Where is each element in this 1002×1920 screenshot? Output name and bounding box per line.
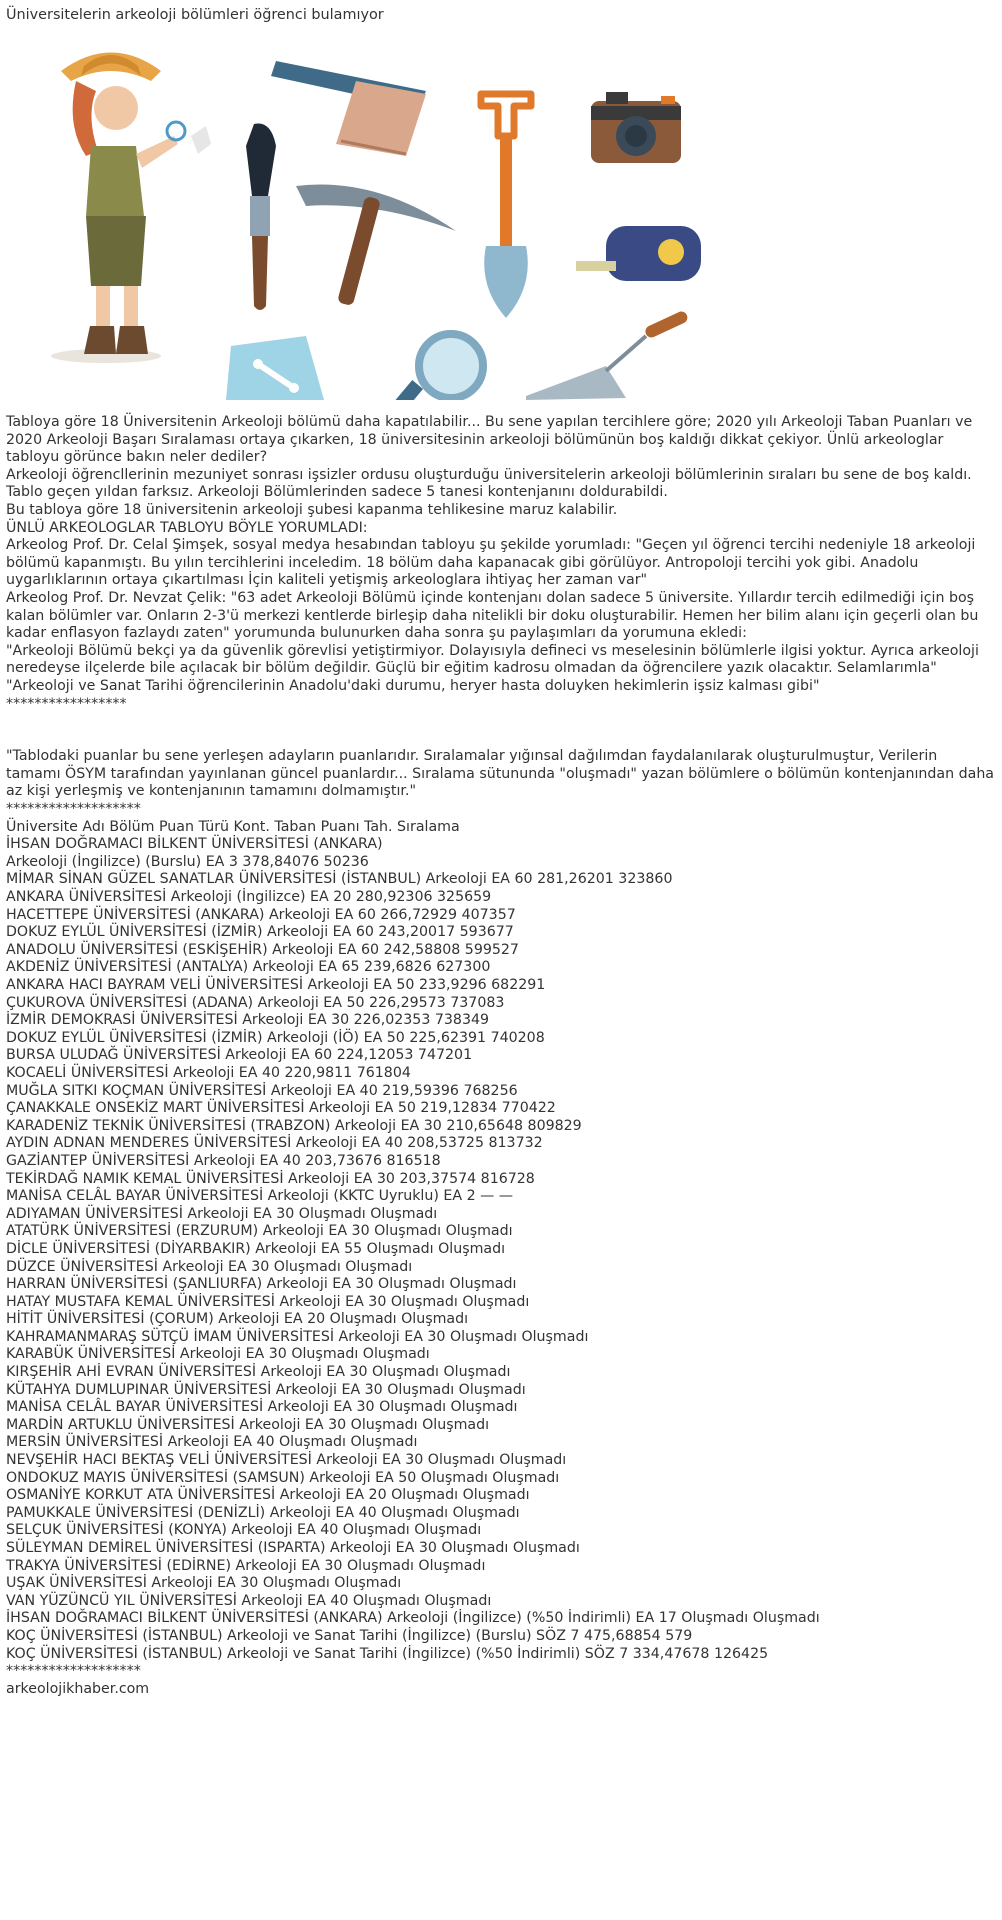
table-row: İHSAN DOĞRAMACI BİLKENT ÜNİVERSİTESİ (ANKARA) (6, 836, 383, 853)
article-title: Üniversitelerin arkeoloji bölümleri öğrenci bulamıyor (6, 7, 384, 23)
table-row: ANADOLU ÜNİVERSİTESİ (ESKİŞEHİR) Arkeoloji EA 60 242,58808 599527 (6, 941, 519, 958)
quote-paragraph: Arkeolog Prof. Dr. Celal Şimşek, sosyal medya hesabından tabloyu şu şekilde yorumladı: "Geçen yıl öğrenci tercihi nedeniyle 18 arkeoloji bölümü kapanmıştı. Bu yılın tercihlerini inceledim. 18 bölüm daha kapanacak gibi görülüyor. Antropoloji tercihi yok gibi. Anadolu uygarlıklarının ortaya çıkartılması İçin kaliteli yetişmiş arkeologlara ihtiyaç her zaman var" (6, 537, 976, 589)
pickaxe-icon (296, 184, 456, 306)
table-row: TEKİRDAĞ NAMIK KEMAL ÜNİVERSİTESİ Arkeoloji EA 30 203,37574 816728 (6, 1170, 535, 1187)
table-row: HACETTEPE ÜNİVERSİTESİ (ANKARA) Arkeoloji EA 60 266,72929 407357 (6, 906, 516, 923)
table-row: GAZİANTEP ÜNİVERSİTESİ Arkeoloji EA 40 203,73676 816518 (6, 1152, 441, 1169)
table-row: KIRŞEHİR AHİ EVRAN ÜNİVERSİTESİ Arkeoloji EA 30 Oluşmadı Oluşmadı (6, 1364, 511, 1381)
table-row: MUĞLA SITKI KOÇMAN ÜNİVERSİTESİ Arkeoloji EA 40 219,59396 768256 (6, 1082, 518, 1099)
quote-paragraph: Arkeolog Prof. Dr. Nevzat Çelik: "63 adet Arkeoloji Bölümü içinde kontenjanı dolan sadece 5 üniversite. Yıllardır tercih edilmediği için boş kalan bölümler var. Onların 2-3'ü merkezi kentlerde birleşip daha nitelikli bir doku oluşturabilir. Hemen her bilim alanı için geçerli olan bu kadar enflasyon fazlaydı zaten" yorumunda bulunurken daha sonra şu paylaşımları da yorumuna ekledi: (6, 589, 979, 642)
section-heading: ÜNLÜ ARKEOLOGLAR TABLOYU BÖYLE YORUMLADI: (6, 519, 368, 536)
table-row: KAHRAMANMARAŞ SÜTÇÜ İMAM ÜNİVERSİTESİ Arkeoloji EA 30 Oluşmadı Oluşmadı (6, 1328, 589, 1345)
table-row: ÇANAKKALE ONSEKİZ MART ÜNİVERSİTESİ Arkeoloji EA 50 219,12834 770422 (6, 1100, 556, 1117)
table-row: AYDIN ADNAN MENDERES ÜNİVERSİTESİ Arkeoloji EA 40 208,53725 813732 (6, 1135, 543, 1152)
table-row: KÜTAHYA DUMLUPINAR ÜNİVERSİTESİ Arkeoloji EA 30 Oluşmadı Oluşmadı (6, 1381, 526, 1398)
table-row: İHSAN DOĞRAMACI BİLKENT ÜNİVERSİTESİ (ANKARA) Arkeoloji (İngilizce) (%50 İndirimli) EA 17 Oluşmadı Oluşmadı (6, 1610, 820, 1627)
table-row: UŞAK ÜNİVERSİTESİ Arkeoloji EA 30 Oluşmadı Oluşmadı (6, 1575, 402, 1592)
quote-paragraph: "Arkeoloji Bölümü bekçi ya da güvenlik görevlisi yetiştirmiyor. Dolayısıyla defineci vs meselesinin bölümlerle ilgisi yoktur. Ayrıca arkeoloji neredeyse ilçelerde bile açılacak bir bölüm değildir. Güçlü bir eğitim kadrosu olmadan da öğrencilere yazık olacaktır. Selamlarımla" (6, 642, 979, 677)
evidence-bag-bone-icon (226, 336, 324, 400)
table-row: AKDENİZ ÜNİVERSİTESİ (ANTALYA) Arkeoloji EA 65 239,6826 627300 (6, 959, 491, 976)
table-row: KARADENİZ TEKNİK ÜNİVERSİTESİ (TRABZON) Arkeoloji EA 30 210,65648 809829 (6, 1117, 582, 1134)
intro-paragraph: Tablo geçen yıldan farksız. Arkeoloji Bölümlerinden sadece 5 tanesi kontenjanını doldurabildi. (6, 484, 668, 501)
table-row: HATAY MUSTAFA KEMAL ÜNİVERSİTESİ Arkeoloji EA 30 Oluşmadı Oluşmadı (6, 1293, 530, 1310)
table-row: DÜZCE ÜNİVERSİTESİ Arkeoloji EA 30 Oluşmadı Oluşmadı (6, 1258, 413, 1275)
table-row: SÜLEYMAN DEMİREL ÜNİVERSİTESİ (ISPARTA) Arkeoloji EA 30 Oluşmadı Oluşmadı (6, 1540, 580, 1556)
table-row: NEVŞEHİR HACI BEKTAŞ VELİ ÜNİVERSİTESİ Arkeoloji EA 30 Oluşmadı Oluşmadı (6, 1452, 567, 1469)
magnifier-icon (393, 334, 483, 400)
table-row: KOCAELİ ÜNİVERSİTESİ Arkeoloji EA 40 220,9811 761804 (6, 1064, 411, 1081)
camera-icon (591, 92, 681, 163)
table-row: BURSA ULUDAĞ ÜNİVERSİTESİ Arkeoloji EA 60 224,12053 747201 (6, 1047, 473, 1064)
intro-paragraph: Arkeoloji öğrencllerinin mezuniyet sonrası işsizler ordusu oluşturduğu üniversitelerin arkeoloji bölümlerinin sıraları bu sene de boş kaldı. (6, 466, 972, 483)
table-row: ÇUKUROVA ÜNİVERSİTESİ (ADANA) Arkeoloji EA 50 226,29573 737083 (6, 994, 505, 1011)
note-paragraph: "Tablodaki puanlar bu sene yerleşen adayların puanlarıdır. Sıralamalar yığınsal dağılımdan faydalanılarak oluşturulmuştur, Verilerin tamamı ÖSYM tarafından yayınlanan güncel puanlardır... Sıralama sütununda "oluşmadı" yazan bölümlere o bölümün kontenjanından daha az kişi yerleşmiş ve kontenjanının tamamını dolmamıştır." (6, 748, 995, 800)
table-row: HİTİT ÜNİVERSİTESİ (ÇORUM) Arkeoloji EA 20 Oluşmadı Oluşmadı (6, 1311, 469, 1328)
table-row: TRAKYA ÜNİVERSİTESİ (EDİRNE) Arkeoloji EA 30 Oluşmadı Oluşmadı (6, 1557, 486, 1574)
article (6, 0, 996, 1698)
table-row: DİCLE ÜNİVERSİTESİ (DİYARBAKIR) Arkeoloji EA 55 Oluşmadı Oluşmadı (6, 1240, 506, 1257)
source-credit: arkeolojikhaber.com (6, 1680, 150, 1697)
table-row: ANKARA ÜNİVERSİTESİ Arkeoloji (İngilizce) EA 20 280,92306 325659 (6, 889, 492, 906)
table-row: MİMAR SİNAN GÜZEL SANATLAR ÜNİVERSİTESİ (İSTANBUL) Arkeoloji EA 60 281,26201 323860 (6, 871, 673, 888)
quote-paragraph: "Arkeoloji ve Sanat Tarihi öğrencilerinin Anadolu'daki durumu, heryer hasta doluyken hekimlerin işsiz kalması gibi" (6, 677, 820, 694)
shovel-icon (481, 94, 531, 318)
paintbrush-icon (246, 123, 276, 310)
table-row: OSMANİYE KORKUT ATA ÜNİVERSİTESİ Arkeoloji EA 20 Oluşmadı Oluşmadı (6, 1487, 530, 1504)
table-row: ADIYAMAN ÜNİVERSİTESİ Arkeoloji EA 30 Oluşmadı Oluşmadı (6, 1205, 438, 1222)
brush-icon (271, 61, 426, 156)
table-row: KOÇ ÜNİVERSİTESİ (İSTANBUL) Arkeoloji ve Sanat Tarihi (İngilizce) (%50 İndirimli) SÖZ 7 334,47678 126425 (6, 1645, 769, 1662)
table-row: KARABÜK ÜNİVERSİTESİ Arkeoloji EA 30 Oluşmadı Oluşmadı (6, 1346, 430, 1363)
blank-line (6, 713, 996, 731)
article-body (6, 414, 996, 1698)
table-header: Üniversite Adı Bölüm Puan Türü Kont. Taban Puanı Tah. Sıralama (6, 818, 460, 835)
table-row: DOKUZ EYLÜL ÜNİVERSİTESİ (İZMİR) Arkeoloji EA 60 243,20017 593677 (6, 924, 514, 941)
table-row: MANİSA CELÂL BAYAR ÜNİVERSİTESİ Arkeoloji (KKTC Uyruklu) EA 2 — — (6, 1188, 514, 1205)
table-row: ATATÜRK ÜNİVERSİTESİ (ERZURUM) Arkeoloji EA 30 Oluşmadı Oluşmadı (6, 1223, 513, 1240)
separator-stars: ******************* (6, 1663, 141, 1680)
table-row: MANİSA CELÂL BAYAR ÜNİVERSİTESİ Arkeoloji EA 30 Oluşmadı Oluşmadı (6, 1399, 518, 1416)
intro-paragraph: Bu tabloya göre 18 üniversitenin arkeoloji şubesi kapanma tehlikesine maruz kalabilir. (6, 501, 618, 518)
table-row: MERSİN ÜNİVERSİTESİ Arkeoloji EA 40 Oluşmadı Oluşmadı (6, 1434, 418, 1451)
table-row: KOÇ ÜNİVERSİTESİ (İSTANBUL) Arkeoloji ve Sanat Tarihi (İngilizce) (Burslu) SÖZ 7 475,68854 579 (6, 1627, 693, 1644)
score-table (6, 836, 996, 1663)
archaeologist-figure-icon (51, 53, 211, 364)
separator-stars: ***************** (6, 695, 127, 712)
trowel-icon (526, 310, 689, 400)
table-row: ANKARA HACI BAYRAM VELİ ÜNİVERSİTESİ Arkeoloji EA 50 233,9296 682291 (6, 977, 546, 993)
table-row: ONDOKUZ MAYIS ÜNİVERSİTESİ (SAMSUN) Arkeoloji EA 50 Oluşmadı Oluşmadı (6, 1469, 560, 1486)
hero-illustration (6, 36, 772, 400)
table-row: VAN YÜZÜNCÜ YIL ÜNİVERSİTESİ Arkeoloji EA 40 Oluşmadı Oluşmadı (6, 1592, 492, 1609)
table-row: Arkeoloji (İngilizce) (Burslu) EA 3 378,84076 50236 (6, 853, 369, 870)
table-row: İZMİR DEMOKRASİ ÜNİVERSİTESİ Arkeoloji EA 30 226,02353 738349 (6, 1012, 490, 1029)
intro-paragraph: Tabloya göre 18 Üniversitenin Arkeoloji bölümü daha kapatılabilir... Bu sene yapılan tercihlere göre; 2020 yılı Arkeoloji Taban Puanları ve 2020 Arkeoloji Başarı Sıralaması ortaya çıkarken, 18 üniversitesinin arkeoloji bölümünün boş kaldığı dikkat çekiyor. Ünlü arkeologlar tabloyu görünce bakın neler dediler? (6, 414, 973, 466)
table-row: MARDİN ARTUKLU ÜNİVERSİTESİ Arkeoloji EA 30 Oluşmadı Oluşmadı (6, 1416, 490, 1433)
table-row: SELÇUK ÜNİVERSİTESİ (KONYA) Arkeoloji EA 40 Oluşmadı Oluşmadı (6, 1522, 482, 1539)
separator-stars: ******************* (6, 801, 141, 818)
table-row: PAMUKKALE ÜNİVERSİTESİ (DENİZLİ) Arkeoloji EA 40 Oluşmadı Oluşmadı (6, 1504, 520, 1521)
blank-line (6, 731, 996, 749)
tape-measure-icon (576, 226, 701, 281)
table-row: HARRAN ÜNİVERSİTESİ (ŞANLIURFA) Arkeoloji EA 30 Oluşmadı Oluşmadı (6, 1276, 517, 1293)
table-row: DOKUZ EYLÜL ÜNİVERSİTESİ (İZMİR) Arkeoloji (İÖ) EA 50 225,62391 740208 (6, 1029, 545, 1046)
